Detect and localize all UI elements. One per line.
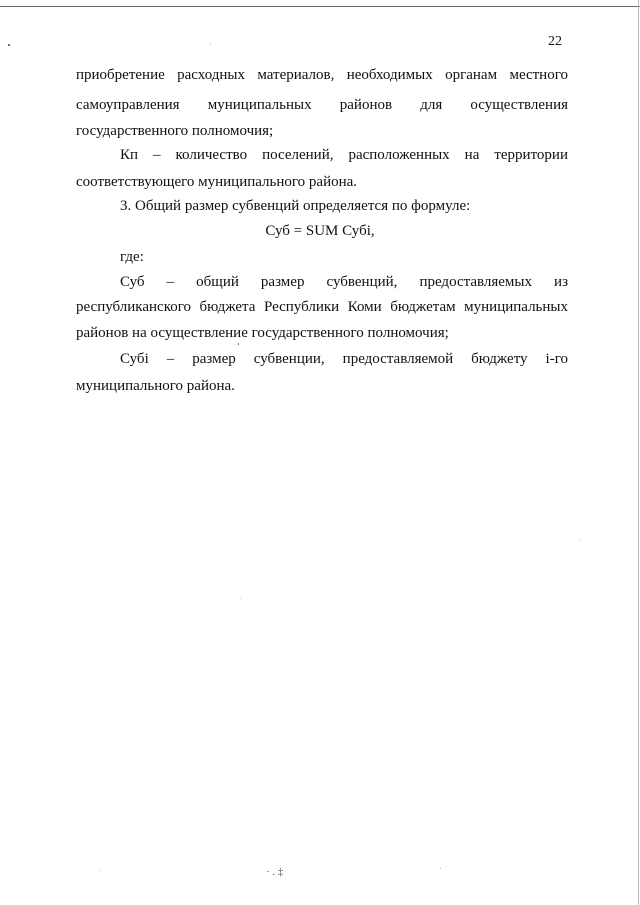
scan-speck xyxy=(580,540,581,541)
paragraph-line: государственного полномочия; xyxy=(76,123,274,139)
paragraph-line: Суб – общий размер субвенций, предоставляемых из xyxy=(120,274,568,290)
scan-speck xyxy=(8,44,10,46)
paragraph-line: самоуправления муниципальных районов для осуществления xyxy=(76,97,568,113)
paragraph-line: Кп – количество поселений, расположенных на территории xyxy=(120,147,568,163)
paragraph-line: где: xyxy=(120,249,144,265)
scan-edge-top xyxy=(0,6,640,7)
page-number: 22 xyxy=(548,34,562,49)
scan-speck xyxy=(100,870,101,871)
paragraph-line: муниципального района. xyxy=(76,378,235,394)
paragraph-line: приобретение расходных материалов, необходимых органам местного xyxy=(76,67,568,83)
scan-speck xyxy=(240,598,241,599)
scan-edge-right xyxy=(638,0,639,905)
footer-scan-mark: · . ‡ xyxy=(266,866,284,878)
formula: Суб = SUM Субi, xyxy=(265,223,375,239)
scan-speck xyxy=(440,868,441,869)
paragraph-line: Субi – размер субвенции, предоставляемой бюджету i-го xyxy=(120,351,568,367)
paragraph-line: районов на осуществление государственного полномочия; xyxy=(76,325,449,341)
paragraph-line: 3. Общий размер субвенций определяется по формуле: xyxy=(120,198,471,214)
scan-speck xyxy=(238,343,239,345)
scan-speck xyxy=(210,44,211,45)
paragraph-line: республиканского бюджета Республики Коми бюджетам муниципальных xyxy=(76,299,568,315)
paragraph-line: соответствующего муниципального района. xyxy=(76,174,358,190)
